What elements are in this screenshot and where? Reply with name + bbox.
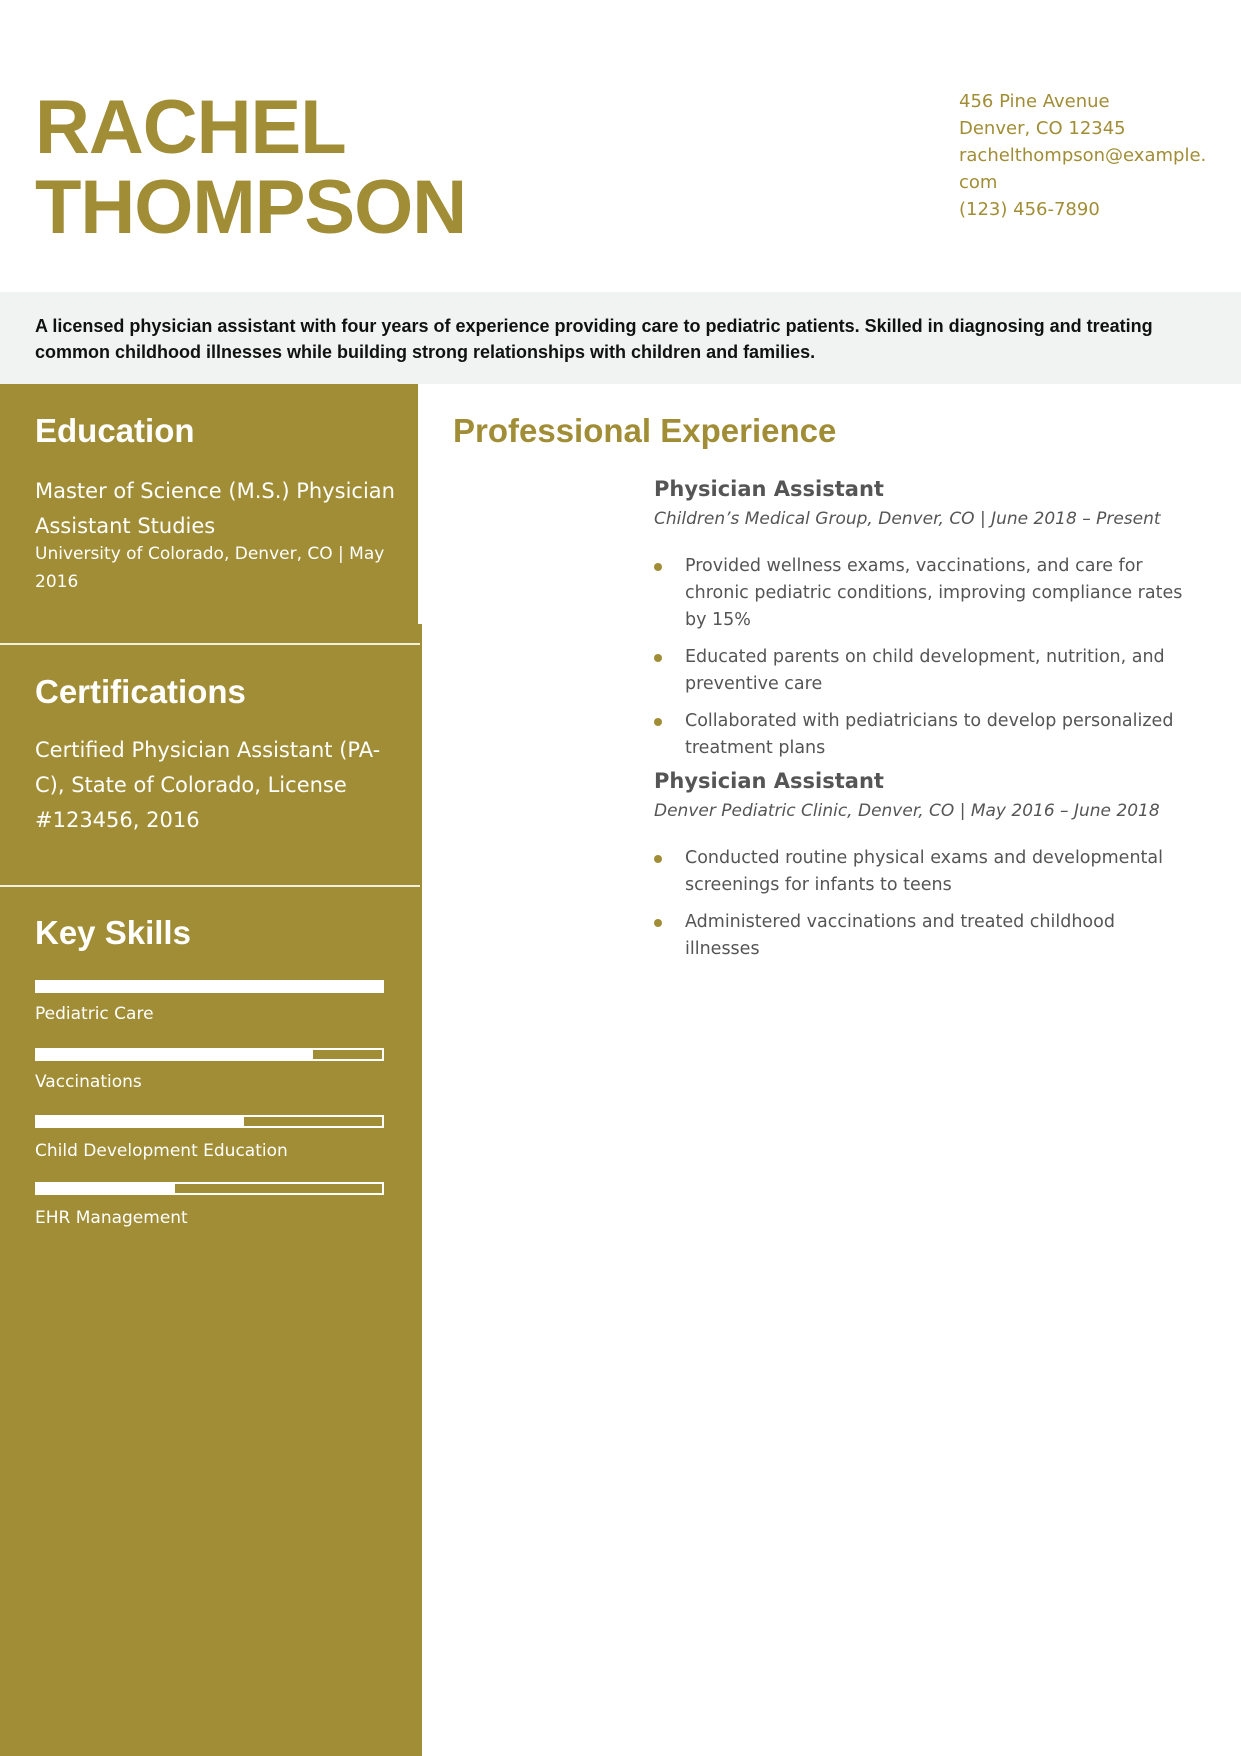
job-title: Physician Assistant [654,769,884,793]
bullet-text: Educated parents on child development, nutrition, and preventive care [685,647,1165,694]
job-entry [654,767,1194,973]
job-meta: Children’s Medical Group, Denver, CO | June 2018 – Present [654,509,1161,529]
bullet-icon [654,563,662,571]
section-divider [0,885,420,887]
education-school: University of Colorado, Denver, CO | May 2016 [35,544,385,592]
contact-city: Denver, CO 12345 [959,118,1126,139]
job-entry [654,475,1194,772]
certifications-text: Certified Physician Assistant (PA-C), State of Colorado, License #123456, 2016 [35,738,381,832]
education-degree: Master of Science (M.S.) Physician Assistant Studies [35,479,395,538]
list-item [654,909,1194,963]
job-bullets [654,553,1194,762]
bullet-icon [654,654,662,662]
skill-label: Vaccinations [35,1072,142,1092]
name-last: THOMPSON [35,165,467,250]
contact-phone[interactable]: (123) 456-7890 [959,199,1100,220]
job-title: Physician Assistant [654,477,884,501]
list-item [654,644,1194,698]
skill-fill [37,1050,313,1059]
bullet-text: Administered vaccinations and treated childhood illnesses [685,912,1115,959]
section-divider [0,643,420,645]
certifications-heading: Certifications [35,673,246,710]
bullet-icon [654,718,662,726]
skill-fill [37,1184,175,1193]
bullet-text: Provided wellness exams, vaccinations, and care for chronic pediatric conditions, improving compliance rates by 15% [685,556,1183,630]
bullet-text: Conducted routine physical exams and developmental screenings for infants to teens [685,848,1163,895]
skill-label: EHR Management [35,1208,188,1228]
skill-bar [35,980,384,993]
list-item [654,845,1194,899]
bullet-icon [654,855,662,863]
list-item [654,553,1194,634]
skill-label: Pediatric Care [35,1004,154,1024]
experience-heading: Professional Experience [453,412,837,449]
skill-label: Child Development Education [35,1141,288,1161]
skill-fill [37,982,382,991]
summary-text: A licensed physician assistant with four years of experience providing care to pediatric patients. Skilled in diagnosing and treating common childhood illnesses while building strong relationships with children and families. [35,316,1153,362]
candidate-name [35,85,467,250]
bullet-icon [654,919,662,927]
name-first: RACHEL [35,85,346,170]
list-item [654,708,1194,762]
job-meta: Denver Pediatric Clinic, Denver, CO | May 2016 – June 2018 [654,801,1160,821]
education-heading: Education [35,412,195,449]
skill-bar [35,1048,384,1061]
contact-address: 456 Pine Avenue [959,91,1110,112]
contact-email[interactable]: rachelthompson@example.com [959,145,1207,193]
skill-fill [37,1117,244,1126]
skill-bar [35,1115,384,1128]
contact-block [959,88,1209,223]
bullet-text: Collaborated with pediatricians to develop personalized treatment plans [685,711,1174,758]
sidebar-notch [418,384,422,624]
skill-bar [35,1182,384,1195]
skills-heading: Key Skills [35,914,191,951]
job-bullets [654,845,1194,963]
